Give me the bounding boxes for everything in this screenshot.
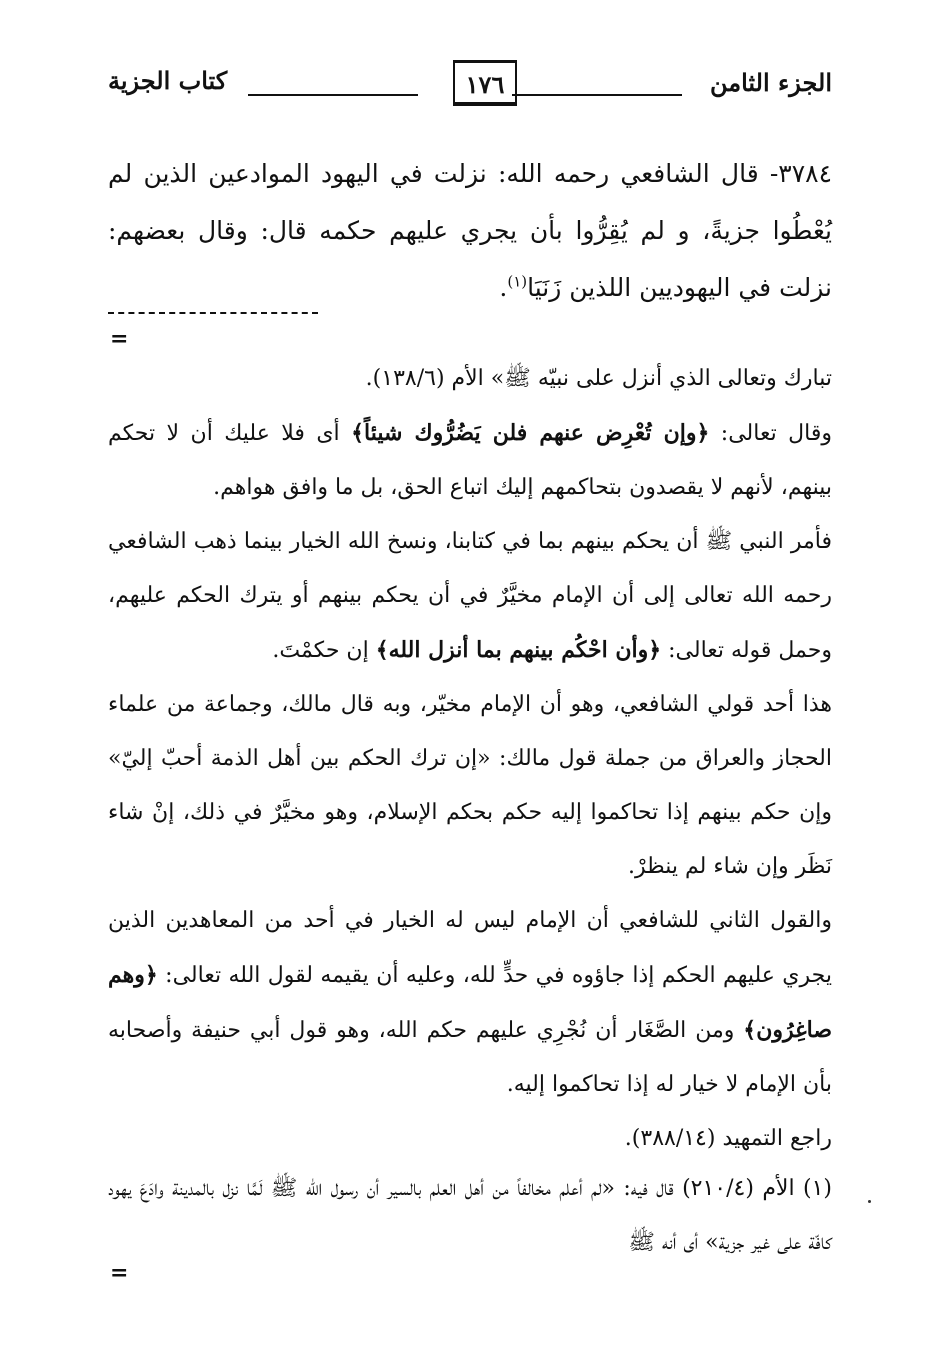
main-paragraph: ٣٧٨٤- قال الشافعي رحمه الله: نزلت في اليهود الموادعين الذين لم يُعْطُوا جزيةً، و لم يُقِرُّوا بأن يجري عليهم حكمه قال: وقال بعضهم: نزلت في اليهوديين اللذين زَنَيَا xyxy=(108,159,833,302)
page-number-box xyxy=(453,60,517,106)
note-paragraph xyxy=(108,515,832,678)
note-text: فأمر النبي ﷺ أن يحكم بينهم بما في كتابنا، ونسخ الله الخيار بينما ذهب الشافعي رحمه الله تعالى إلى أن الإمام مخيَّرٌ في أن يحكم بينهم أو يترك الحكم عليهم، وحمل قوله تعالى: xyxy=(108,529,832,663)
footnote-reference: (١) xyxy=(507,272,528,291)
continuation-mark: = xyxy=(110,326,129,352)
note-text: والقول الثاني للشافعي أن الإمام ليس له الخيار في أحد من المعاهدين الذين يجري عليهم الحكم إذا جاؤوه في حدٍّ لله، وعليه أن يقيمه لقول الله تعالى: xyxy=(108,908,832,988)
notes-section xyxy=(108,352,832,1166)
quran-verse: ﴿وإن تُعْرِض عنهم فلن يَضُرُّوك شيئاً﴾ xyxy=(351,420,710,446)
footnote-separator xyxy=(108,312,318,320)
header-rule-left xyxy=(248,94,418,96)
note-paragraph xyxy=(108,352,832,406)
note-text: هذا أحد قولي الشافعي، وهو أن الإمام مخيّر، وبه قال مالك، وجماعة من علماء الحجاز والعراق من جملة قول مالك: «إن ترك الحكم بين أهل الذمة أحبّ إليّ» وإن حكم بينهم إذا تحاكموا إليه حكم بحكم الإسلام، وهو مخيَّرٌ في ذلك، إنْ شاء نَظَر وإن شاء لم ينظرْ. xyxy=(108,692,832,879)
main-text xyxy=(108,145,832,316)
note-paragraph xyxy=(108,406,832,515)
note-paragraph xyxy=(108,678,832,894)
scan-speck xyxy=(868,1200,871,1203)
book-title: كتاب الجزية xyxy=(108,66,228,95)
main-paragraph-end: . xyxy=(499,273,508,302)
page-number: ١٧٦ xyxy=(465,70,505,99)
volume-label: الجزء الثامن xyxy=(709,68,832,97)
page-header xyxy=(108,60,832,112)
footnote xyxy=(108,1162,832,1270)
note-text: إن حكمْتَ. xyxy=(272,638,376,663)
quran-verse: ﴿وهم صاغِرُون﴾ xyxy=(108,962,832,1043)
bottom-continuation-mark: = xyxy=(110,1260,129,1286)
note-paragraph xyxy=(108,894,832,1112)
header-rule-right xyxy=(512,94,682,96)
note-paragraph xyxy=(108,1112,832,1166)
note-text: أى فلا عليك أن لا تحكم بينهم، لأنهم لا يقصدون بتحاكمهم إليك اتباع الحق، بل ما وافق هواهم. xyxy=(108,421,832,500)
note-text: تبارك وتعالى الذي أنزل على نبيّه ﷺ» الأم (١٣٨/٦). xyxy=(365,366,832,391)
note-text: وقال تعالى: xyxy=(709,421,832,446)
note-text: راجع التمهيد (٣٨٨/١٤). xyxy=(624,1126,832,1151)
footnote-text: (١) الأم (٢١٠/٤) قال فيه: «لم أعلم مخالفاً من أهل العلم بالسير أن رسول الله ﷺ لَمَّا نزل بالمدينة وادَعَ يهود كافّة على غير جزية» أى أنه ﷺ xyxy=(108,1176,832,1255)
quran-verse: ﴿وأن احْكُم بينهم بما أنزل الله﴾ xyxy=(375,637,662,663)
note-text: ومن الصَّغَار أن نُجْرِي عليهم حكم الله، وهو قول أبي حنيفة وأصحابه بأن الإمام لا خيار له إذا تحاكموا إليه. xyxy=(108,1018,832,1097)
